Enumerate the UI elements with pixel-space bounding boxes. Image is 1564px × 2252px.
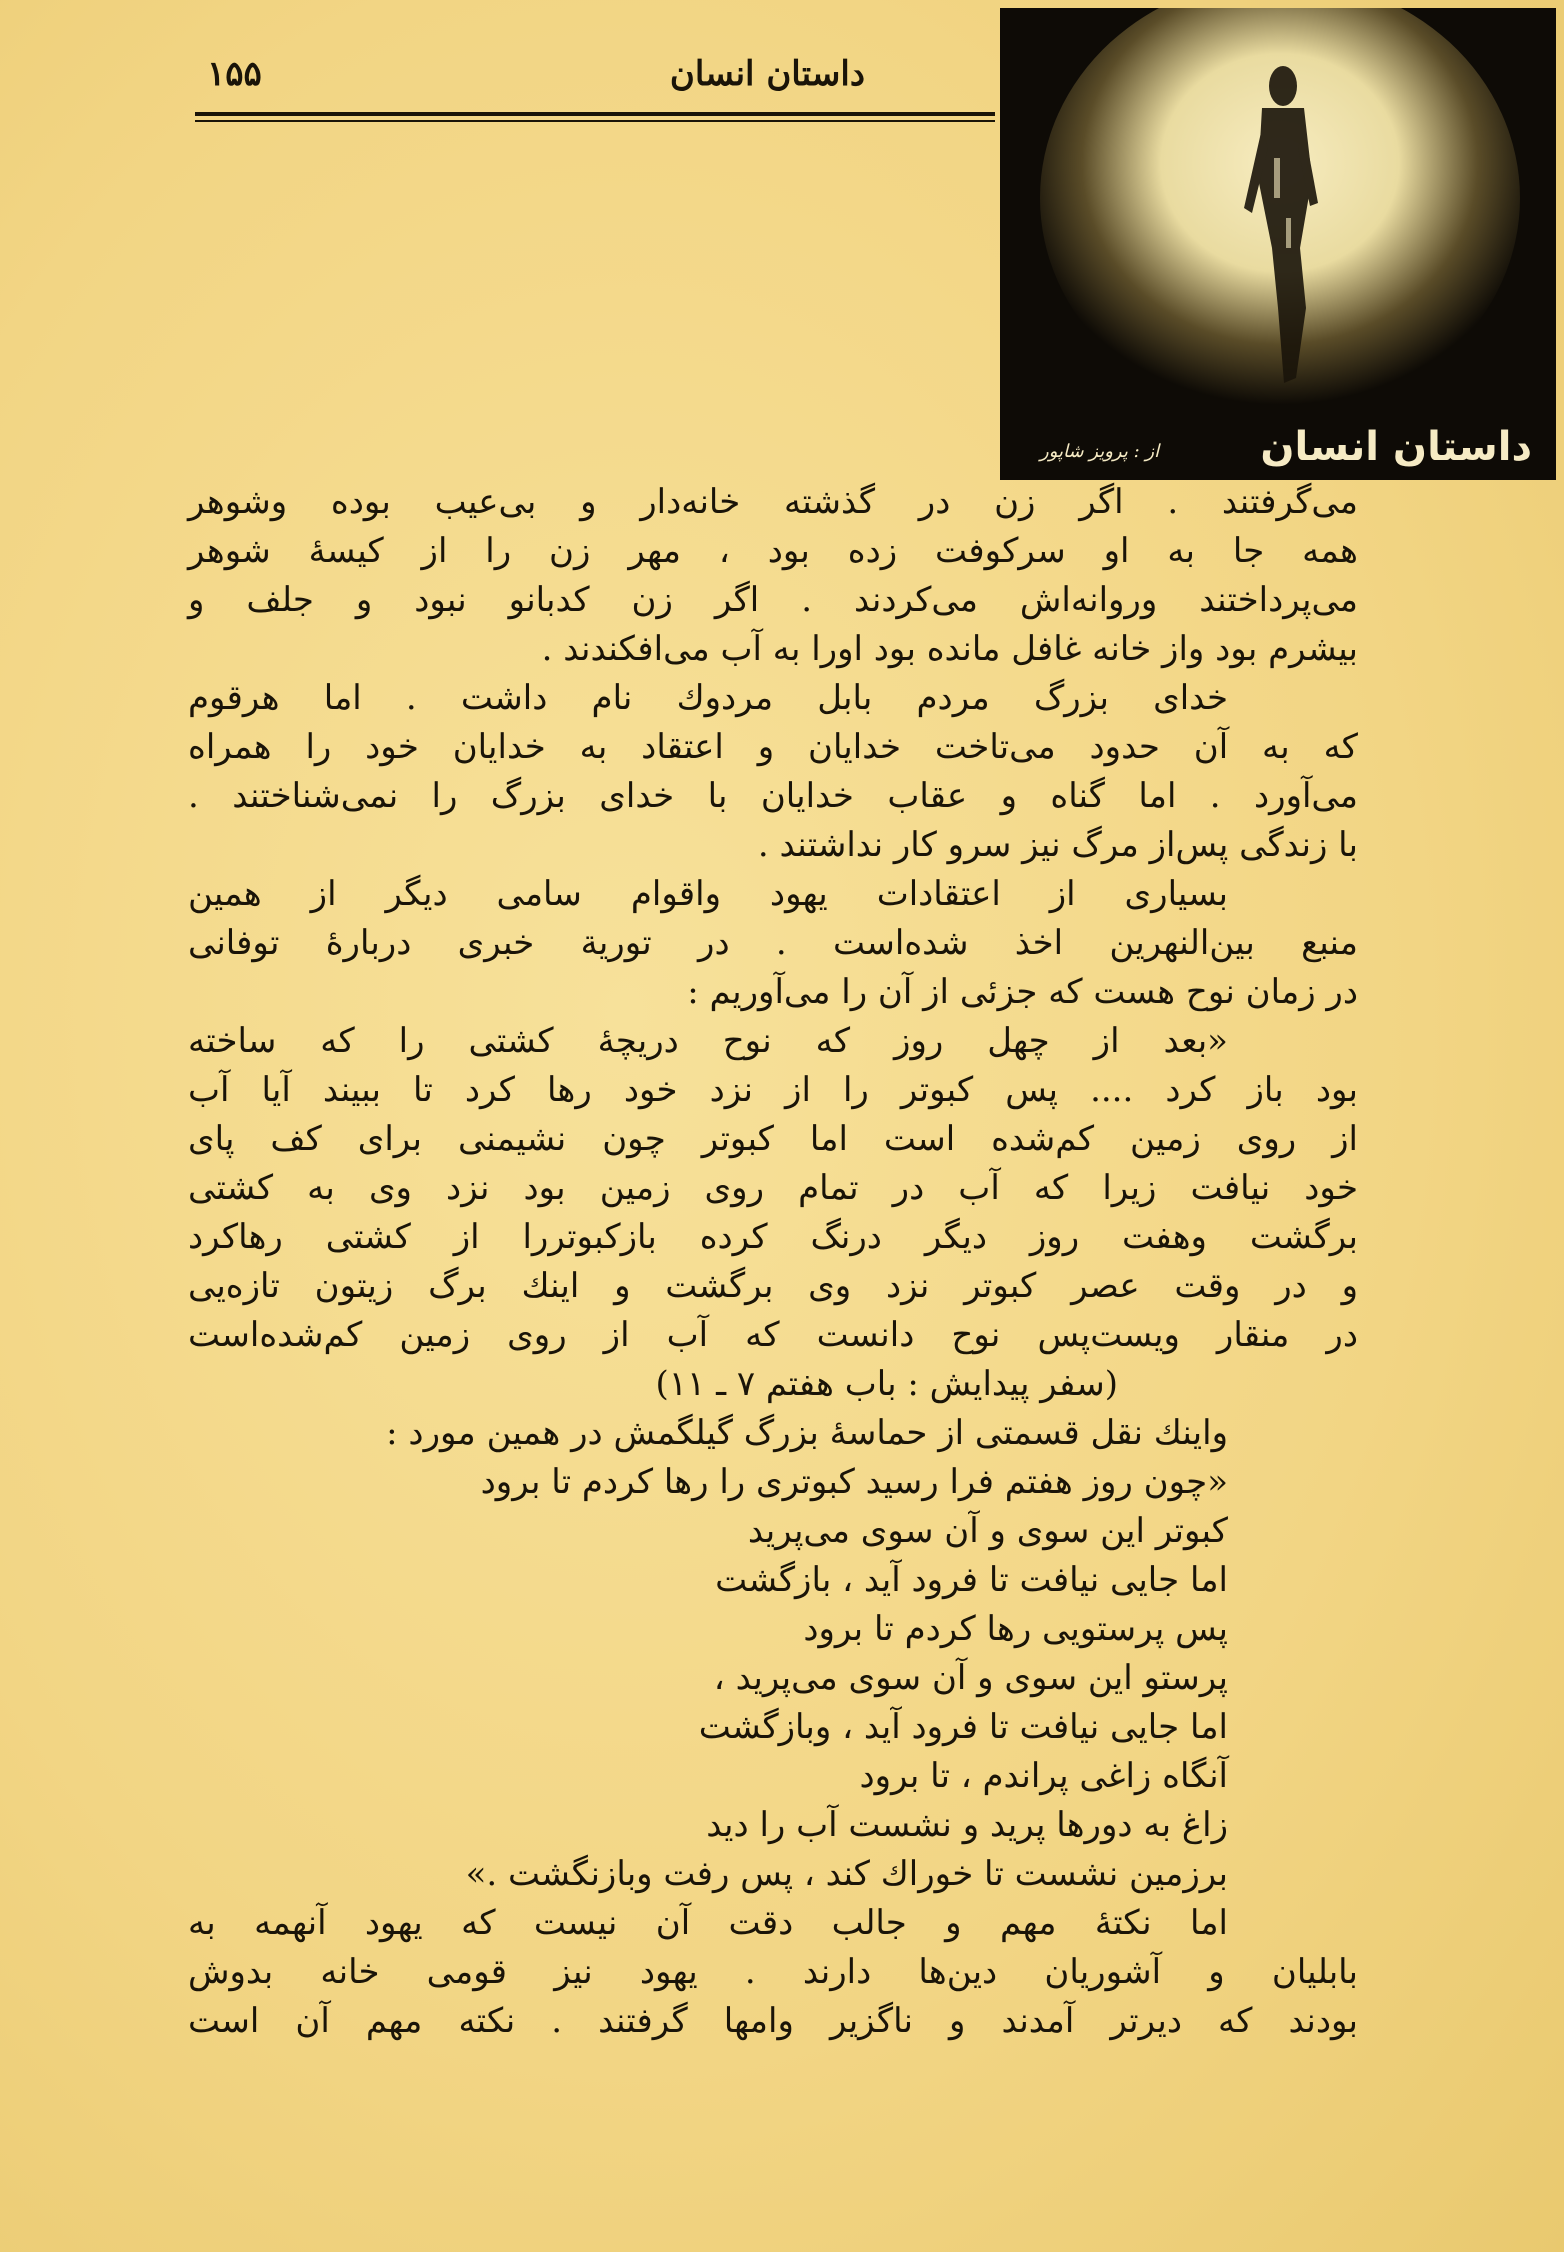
poem-line: آنگاه زاغی پراندم ، تا برود xyxy=(859,1756,1228,1796)
poem-line: پس پرستویی رها کردم تا برود xyxy=(803,1609,1228,1649)
page-number: ۱۵۵ xyxy=(207,54,262,94)
header-rule-thin xyxy=(195,120,995,122)
text-line: خدای بزرگ مردم بابل مردوك نام داشت . اما هرقوم xyxy=(188,678,1228,718)
running-title: داستان انسان xyxy=(669,54,865,94)
body-text xyxy=(188,478,1358,2046)
poem-line: کبوتر این سوی و آن سوی می‌پرید xyxy=(747,1511,1228,1551)
text-line: در منقار ویست‌پس نوح دانست که آب از روی زمین کم‌شده‌است xyxy=(188,1315,1358,1355)
chapter-illustration xyxy=(1000,8,1556,480)
poem-line: زاغ به دورها پرید و نشست آب را دید xyxy=(706,1805,1228,1845)
poem-line: «چون روز هفتم فرا رسید کبوتری را رها کردم تا برود xyxy=(480,1462,1228,1502)
text-line: خود نیافت زیرا که آب در تمام روی زمین بود نزد وی به کشتی xyxy=(188,1168,1358,1208)
text-line: برگشت وهفت روز دیگر درنگ کرده بازکبوتررا از کشتی رهاکرد xyxy=(188,1217,1358,1257)
text-line: همه جا به او سرکوفت زده بود ، مهر زن را از کیسهٔ شوهر xyxy=(188,531,1358,571)
text-line: بود باز کرد .... پس کبوتر را از نزد خود رها کرد تا ببیند آیا آب xyxy=(188,1070,1358,1110)
poem-line: اما جایی نیافت تا فرود آید ، وبازگشت xyxy=(698,1707,1228,1747)
header-rule-thick xyxy=(195,112,995,116)
page-header xyxy=(195,48,995,120)
text-line: می‌گرفتند . اگر زن در گذشته خانه‌دار و بی‌عیب بوده وشوهر xyxy=(188,482,1358,522)
text-line: با زندگی پس‌از مرگ نیز سرو کار نداشتند . xyxy=(757,825,1358,865)
text-line: در زمان نوح هست که جزئی از آن را می‌آوریم : xyxy=(687,972,1358,1012)
text-line: واینك نقل قسمتی از حماسهٔ بزرگ گیلگمش در همین مورد : xyxy=(386,1413,1228,1453)
statue-figure-icon xyxy=(1000,8,1556,480)
text-line: از روی زمین کم‌شده است اما کبوتر چون نشیمنی برای کف پای xyxy=(188,1119,1358,1159)
text-line: می‌پرداختند وروانه‌اش می‌کردند . اگر زن کدبانو نبود و جلف و xyxy=(188,580,1358,620)
poem-line: پرستو این سوی و آن سوی می‌پرید ، xyxy=(713,1658,1228,1698)
text-line: اما نکتهٔ مهم و جالب دقت آن نیست که یهود آنهمه به xyxy=(188,1903,1228,1943)
poem-line: برزمین نشست تا خوراك کند ، پس رفت وبازنگشت .» xyxy=(465,1854,1228,1894)
illustration-caption: داستان انسان xyxy=(1260,424,1532,470)
text-line: بسیاری از اعتقادات یهود واقوام سامی دیگر از همین xyxy=(188,874,1228,914)
text-line: بابلیان و آشوریان دین‌ها دارند . یهود نیز قومی خانه بدوش xyxy=(188,1952,1358,1992)
text-line: بودند که دیرتر آمدند و ناگزیر وامها گرفتند . نکته مهم آن است xyxy=(188,2001,1358,2041)
poem-line: اما جایی نیافت تا فرود آید ، بازگشت xyxy=(715,1560,1228,1600)
illustration-credit: از : پرویز شاپور xyxy=(1040,441,1160,462)
text-line: که به آن حدود می‌تاخت خدایان و اعتقاد به خدایان خود را همراه xyxy=(188,727,1358,767)
text-line: می‌آورد . اما گناه و عقاب خدایان با خدای بزرگ را نمی‌شناختند . xyxy=(188,776,1358,816)
text-line: و در وقت عصر کبوتر نزد وی برگشت و اینك برگ زیتون تازه‌یی xyxy=(188,1266,1358,1306)
citation-line: (سفر پیدایش : باب هفتم ۷ ـ ۱۱) xyxy=(655,1364,1118,1404)
text-line: بیشرم بود واز خانه غافل مانده بود اورا به آب می‌افکندند . xyxy=(541,629,1358,669)
text-line: منبع بین‌النهرین اخذ شده‌است . در تورية خبری دربارهٔ توفانی xyxy=(188,923,1358,963)
text-line: «بعد از چهل روز که نوح دریچهٔ کشتی را که ساخته xyxy=(188,1021,1228,1061)
